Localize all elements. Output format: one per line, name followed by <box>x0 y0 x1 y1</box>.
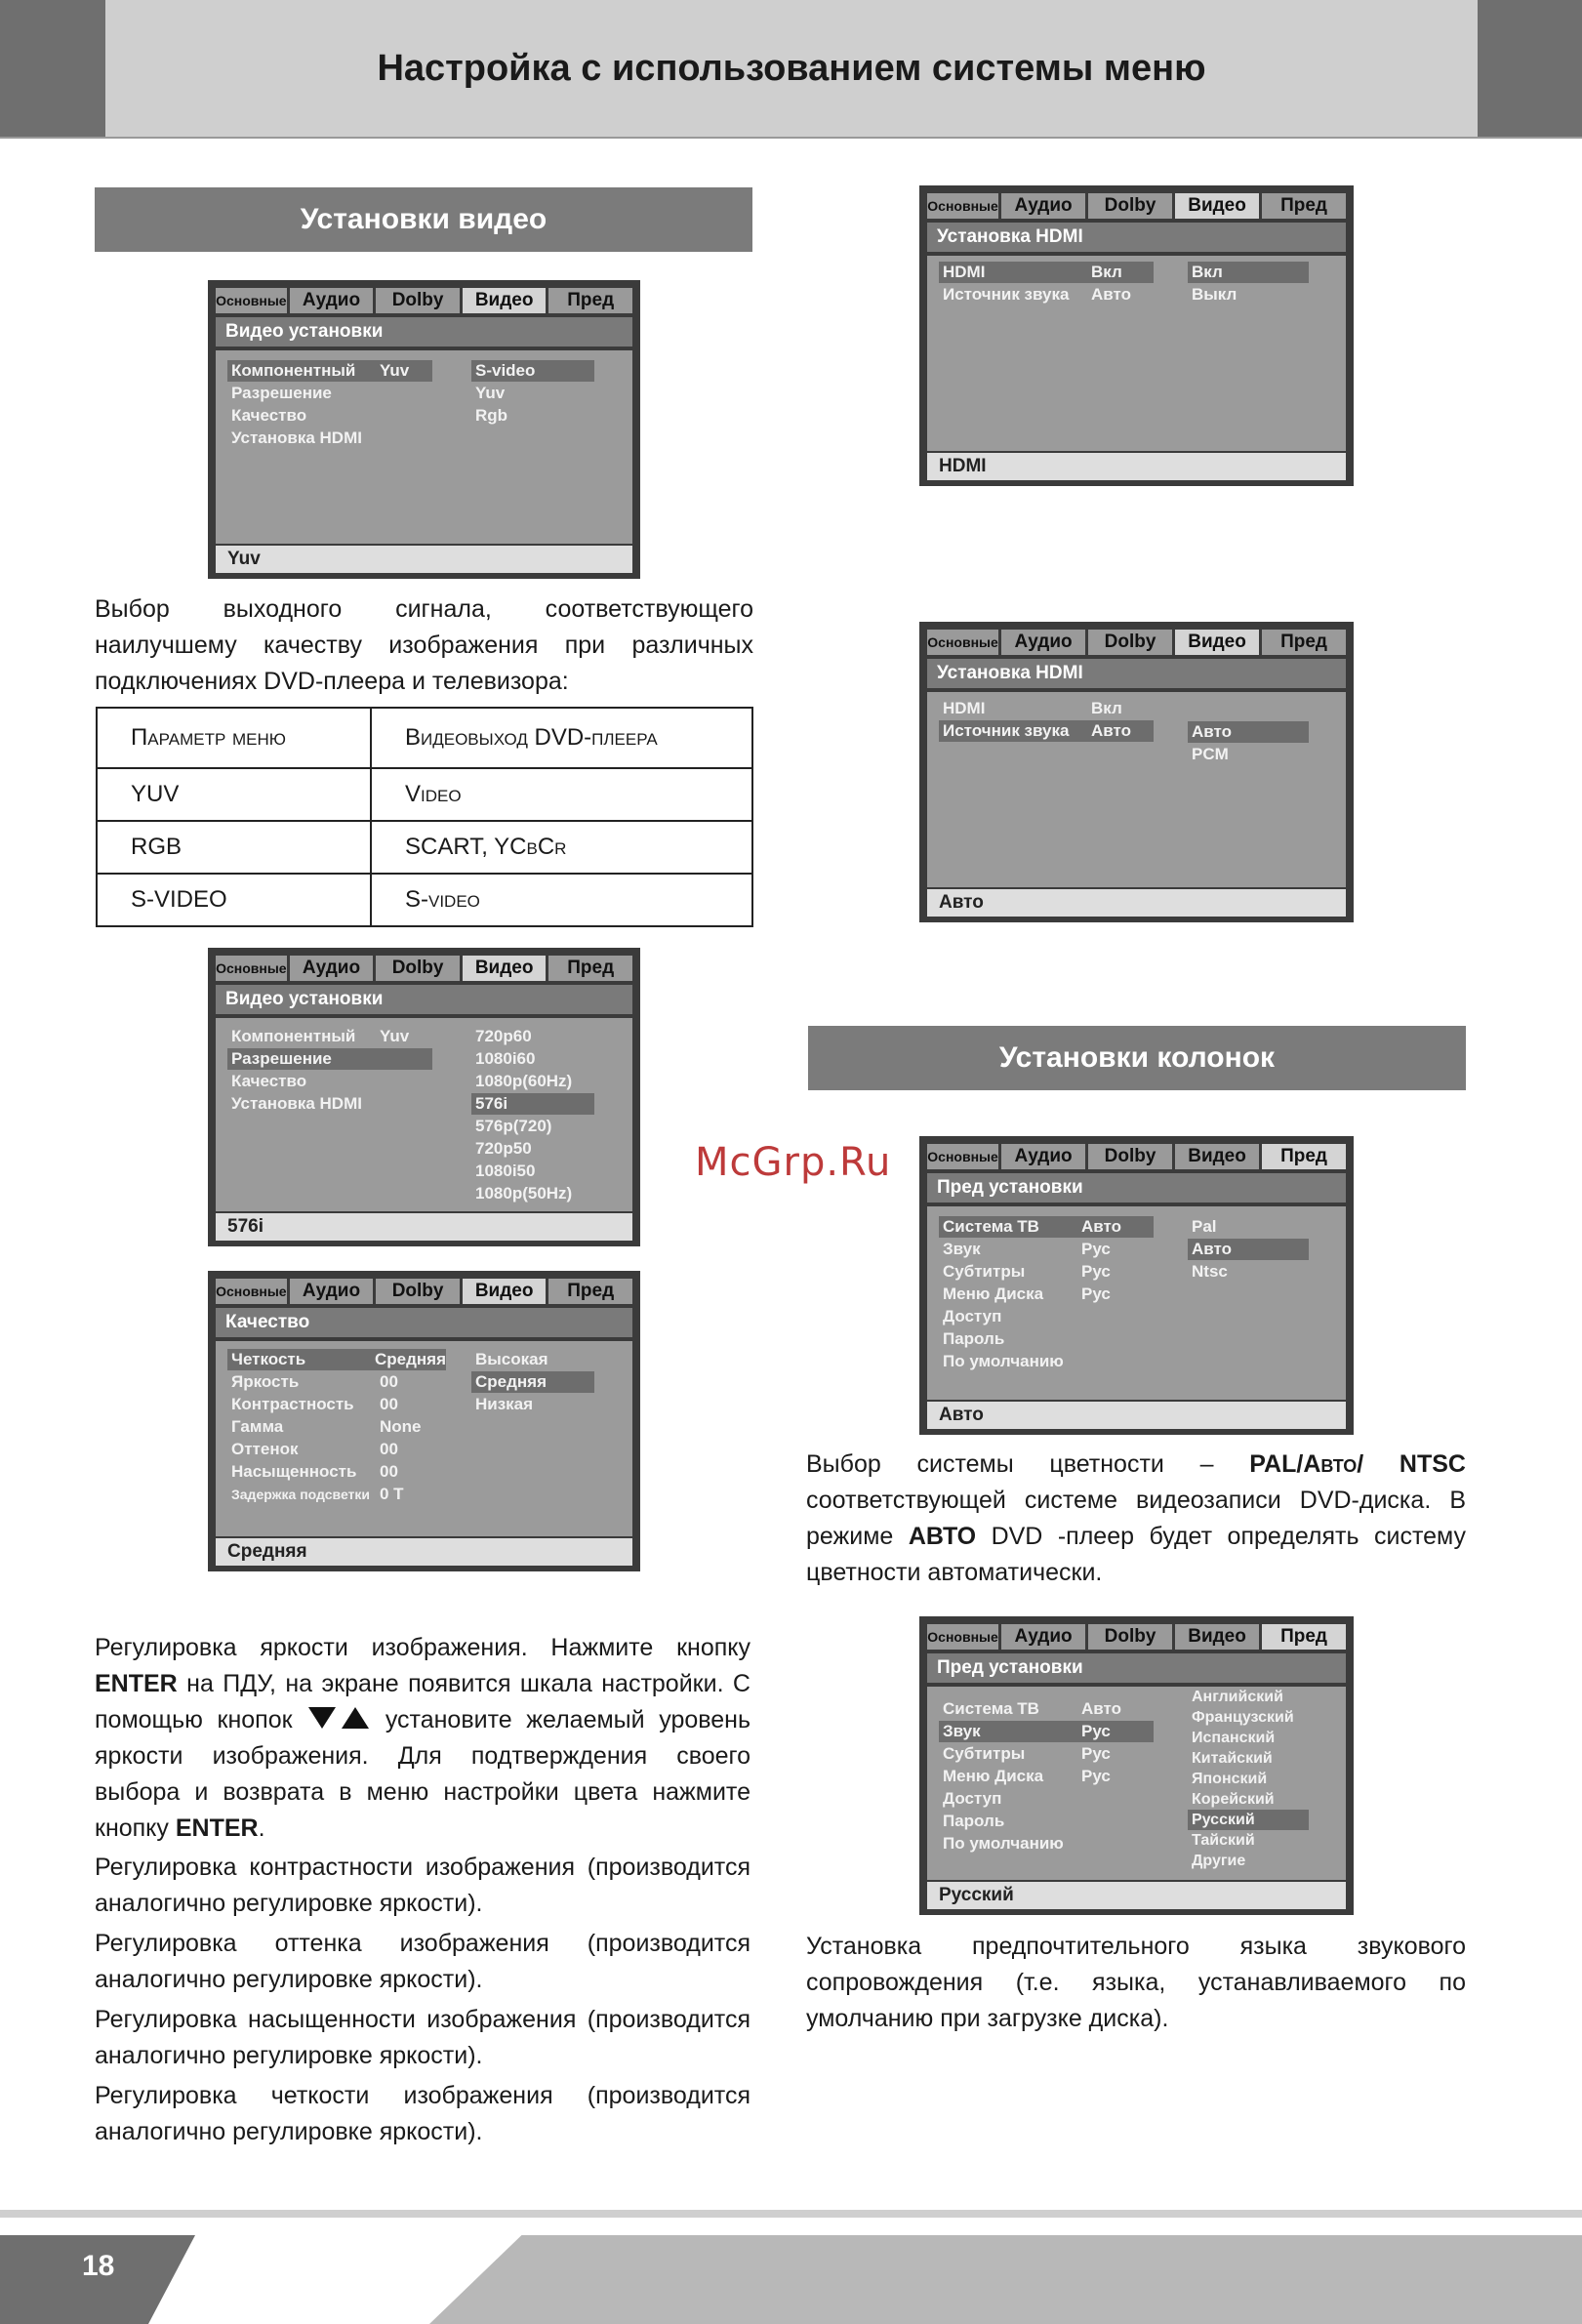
menu-item-value: Рус <box>1081 1262 1111 1281</box>
menu-item-label: Разрешение <box>231 384 332 402</box>
brightness-instructions <box>95 1630 750 1847</box>
menu-item-audio-source[interactable] <box>939 284 1154 306</box>
menu-item-label: Качество <box>231 406 307 425</box>
menu-item-subtitles[interactable] <box>939 1743 1154 1765</box>
menu-item-value: Рус <box>1081 1744 1111 1763</box>
menu-screen-quality <box>208 1271 640 1571</box>
menu-item-label: Субтитры <box>943 1262 1026 1281</box>
footer-divider <box>0 2210 1582 2218</box>
header-divider <box>0 137 1582 139</box>
menu-item-label: Оттенок <box>231 1440 299 1458</box>
screen-title: Установка HDMI <box>927 223 1346 252</box>
header-left-block <box>0 0 105 137</box>
sharpness-note: Регулировка четкости изображения (производится аналогично регулировке яркости). <box>95 2082 750 2145</box>
table-cell: S-VIDEO <box>97 874 371 926</box>
menu-item-value: Вкл <box>1091 699 1122 717</box>
tab-audio[interactable]: Аудио <box>1001 1624 1085 1650</box>
table-cell: S-video <box>371 874 752 926</box>
enter-key-label: ENTER <box>95 1670 178 1697</box>
menu-item-label: Пароль <box>943 1812 1005 1830</box>
menu-item-resolution[interactable] <box>227 383 432 404</box>
menu-item-access[interactable] <box>939 1306 1154 1327</box>
menu-item-hdmi[interactable] <box>939 262 1154 283</box>
menu-item-label: Система ТВ <box>943 1217 1039 1236</box>
menu-item-hdmi[interactable] <box>939 698 1154 719</box>
audio-language-description: Установка предпочтительного языка звукового сопровождения (т.е. языка, устанавливаемого по умолчанию при загрузке диска). <box>806 1933 1466 2032</box>
menu-item-value: Рус <box>1081 1722 1111 1740</box>
option-auto[interactable]: Авто <box>1188 721 1309 743</box>
option-language-selected[interactable]: Русский <box>1188 1810 1309 1830</box>
menu-item-label: Доступ <box>943 1307 1002 1325</box>
menu-item-tv-system[interactable] <box>939 1216 1154 1238</box>
option-resolution[interactable]: 720p50 <box>475 1139 532 1158</box>
table-cell: RGB <box>97 821 371 874</box>
tab-audio[interactable]: Аудио <box>1001 630 1085 655</box>
separator: / <box>1357 1450 1364 1478</box>
option-language[interactable]: Китайский <box>1192 1749 1273 1767</box>
option-resolution[interactable]: 1080p(50Hz) <box>475 1184 573 1203</box>
screen-status: 576i <box>216 1213 632 1241</box>
menu-item-label: По умолчанию <box>943 1352 1064 1370</box>
tab-audio[interactable]: Аудио <box>290 1279 374 1304</box>
menu-item-brightness[interactable] <box>227 1371 446 1393</box>
menu-item-password[interactable] <box>939 1328 1154 1350</box>
option-pal[interactable]: Pal <box>1192 1217 1217 1236</box>
page-header <box>105 0 1478 137</box>
menu-item-value: 0 T <box>380 1485 404 1503</box>
menu-screen-preferences-tv <box>919 1136 1354 1435</box>
option-s-video[interactable]: S-video <box>471 360 594 382</box>
menu-item-label: По умолчанию <box>943 1834 1064 1853</box>
menu-item-value: Средняя <box>374 1350 446 1368</box>
down-up-arrows-icon <box>306 1705 371 1731</box>
menu-item-disc-menu[interactable] <box>939 1284 1154 1305</box>
menu-item-label: Гамма <box>231 1417 284 1436</box>
tab-dolby[interactable]: Dolby <box>1088 1624 1172 1650</box>
option-low[interactable]: Низкая <box>475 1395 534 1413</box>
tab-general[interactable]: Основные <box>927 1144 998 1169</box>
page-number: 18 <box>82 2250 115 2282</box>
menu-item-label: Насыщенность <box>231 1462 357 1481</box>
menu-item-label: Установка HDMI <box>231 1094 362 1113</box>
brightness-text-3: установите желаемый уровень яркости изображения. Для подтверждения своего выбора и возврата в меню настройки цвета нажмите кнопку <box>95 1706 750 1842</box>
screen-status: Средняя <box>216 1538 632 1566</box>
tab-video[interactable]: Видео <box>463 288 547 313</box>
option-pcm[interactable]: PCM <box>1192 745 1229 763</box>
menu-item-subtitles[interactable] <box>939 1261 1154 1283</box>
menu-item-quality[interactable] <box>227 1071 432 1092</box>
menu-item-value: Авто <box>1081 1217 1121 1236</box>
color-text-2: соответствующей системе видеозаписи DVD-диска. В режиме <box>806 1487 1466 1550</box>
option-resolution-selected[interactable]: 576i <box>471 1093 594 1115</box>
screen-status: Авто <box>927 889 1346 917</box>
tab-audio[interactable]: Аудио <box>1001 1144 1085 1169</box>
menu-item-gamma[interactable] <box>227 1416 446 1438</box>
brightness-text-2: на ПДУ, на экране появится шкала настройки. С помощью кнопок <box>95 1670 750 1733</box>
screen-title: Установка HDMI <box>927 659 1346 688</box>
table-cell: SCART, YCbCr <box>371 821 752 874</box>
speaker-settings-section-title: Установки колонок <box>808 1026 1466 1090</box>
menu-item-label: Источник звука <box>943 285 1070 304</box>
menu-item-audio[interactable] <box>939 1721 1154 1742</box>
screen-body <box>927 1206 1346 1400</box>
color-text-3: DVD -плеер будет определять систему цветности автоматически. <box>806 1523 1467 1586</box>
option-resolution[interactable]: 720p60 <box>475 1027 532 1045</box>
option-off[interactable]: Выкл <box>1192 285 1237 304</box>
menu-item-component[interactable] <box>227 1026 432 1047</box>
tab-preferences[interactable]: Пред <box>548 288 632 313</box>
screen-title: Качество <box>216 1308 632 1337</box>
tab-audio[interactable]: Аудио <box>1001 193 1085 219</box>
menu-item-value: Вкл <box>1091 263 1122 281</box>
screen-status: HDMI <box>927 453 1346 480</box>
tab-audio[interactable]: Аудио <box>290 956 374 981</box>
menu-item-quality[interactable] <box>227 405 432 427</box>
menu-item-value: 00 <box>380 1462 398 1481</box>
menu-item-contrast[interactable] <box>227 1394 446 1415</box>
screen-body <box>927 692 1346 887</box>
page-title: Настройка с использованием системы меню <box>377 47 1206 89</box>
menu-item-value: Рус <box>1081 1767 1111 1785</box>
menu-item-backlight-delay[interactable] <box>227 1484 446 1505</box>
menu-item-label: Звук <box>943 1240 981 1258</box>
tab-general[interactable]: Основные <box>927 1624 998 1650</box>
table-cell: YUV <box>97 768 371 821</box>
tab-video[interactable]: Видео <box>463 1279 547 1304</box>
option-resolution[interactable]: 1080i60 <box>475 1049 536 1068</box>
table-row <box>97 821 752 874</box>
screen-body <box>927 256 1346 451</box>
table-header: Параметр меню <box>97 708 371 768</box>
header-right-block <box>1478 0 1582 137</box>
tab-preferences[interactable]: Пред <box>1262 630 1346 655</box>
tab-preferences[interactable]: Пред <box>1262 193 1346 219</box>
tab-audio[interactable]: Аудио <box>290 288 374 313</box>
screen-body <box>216 1341 632 1536</box>
menu-item-label: Меню Диска <box>943 1284 1044 1303</box>
menu-item-label: Четкость <box>231 1350 306 1368</box>
menu-item-tv-system[interactable] <box>939 1698 1154 1720</box>
menu-item-value: 00 <box>380 1440 398 1458</box>
menu-item-label: Меню Диска <box>943 1767 1044 1785</box>
option-on[interactable]: Вкл <box>1188 262 1309 283</box>
menu-tabs <box>216 1279 632 1304</box>
menu-item-value: Рус <box>1081 1240 1111 1258</box>
menu-item-label: Задержка подсветки <box>231 1487 371 1502</box>
tab-general[interactable]: Основные <box>216 956 287 981</box>
option-language[interactable]: Японский <box>1192 1770 1268 1787</box>
menu-item-label: Контрастность <box>231 1395 354 1413</box>
table-row <box>97 768 752 821</box>
hue-note: Регулировка оттенка изображения (производится аналогично регулировке яркости). <box>95 1930 750 1993</box>
menu-tabs <box>927 193 1346 219</box>
video-settings-section-title: Установки видео <box>95 187 752 252</box>
menu-item-label: Компонентный <box>231 1027 356 1045</box>
menu-item-label: Компонентный <box>231 361 356 380</box>
screen-title: Пред установки <box>927 1653 1346 1683</box>
menu-item-value: Рус <box>1081 1284 1111 1303</box>
menu-item-audio-source[interactable] <box>939 720 1154 742</box>
tab-general[interactable]: Основные <box>216 288 287 313</box>
menu-screen-hdmi-on <box>919 185 1354 486</box>
menu-item-label: Доступ <box>943 1789 1002 1808</box>
menu-item-hdmi-setup[interactable] <box>227 428 432 449</box>
menu-item-audio[interactable] <box>939 1239 1154 1260</box>
option-resolution[interactable]: 576p(720) <box>475 1117 552 1135</box>
option-language[interactable]: Корейский <box>1192 1790 1275 1808</box>
menu-item-value: Авто <box>1081 1699 1121 1718</box>
table-header-row <box>97 708 752 768</box>
option-yuv[interactable]: Yuv <box>475 384 506 402</box>
menu-item-value: Авто <box>1091 285 1131 304</box>
menu-item-hue[interactable] <box>227 1439 446 1460</box>
color-text-1: Выбор системы цветности – <box>806 1450 1214 1478</box>
brightness-text-end: . <box>258 1814 265 1842</box>
tab-video[interactable]: Видео <box>1175 1624 1259 1650</box>
screen-status: Русский <box>927 1882 1346 1909</box>
menu-item-value: 00 <box>380 1395 398 1413</box>
tab-dolby[interactable]: Dolby <box>376 1279 460 1304</box>
auto-label: Авто <box>1303 1450 1358 1478</box>
tab-general[interactable]: Основные <box>216 1279 287 1304</box>
option-language[interactable]: Французский <box>1192 1708 1294 1726</box>
tab-dolby[interactable]: Dolby <box>1088 1144 1172 1169</box>
table-header: Видеовыход DVD-плеера <box>371 708 752 768</box>
tab-preferences[interactable]: Пред <box>548 956 632 981</box>
menu-item-label: Качество <box>231 1072 307 1090</box>
option-language[interactable]: Английский <box>1192 1688 1283 1705</box>
screen-body <box>216 1018 632 1211</box>
menu-item-label: Установка HDMI <box>231 428 362 447</box>
menu-item-value: Авто <box>1091 721 1131 740</box>
menu-item-label: Звук <box>943 1722 981 1740</box>
screen-title: Пред установки <box>927 1173 1346 1203</box>
ntsc-label: NTSC <box>1399 1450 1466 1478</box>
tab-video[interactable]: Видео <box>1175 1144 1259 1169</box>
color-system-description <box>806 1447 1466 1591</box>
tab-dolby[interactable]: Dolby <box>1088 630 1172 655</box>
menu-item-value: Yuv <box>380 1027 410 1045</box>
menu-item-access[interactable] <box>939 1788 1154 1810</box>
tab-dolby[interactable]: Dolby <box>376 956 460 981</box>
saturation-note: Регулировка насыщенности изображения (производится аналогично регулировке яркости). <box>95 2006 750 2069</box>
option-language[interactable]: Испанский <box>1192 1729 1276 1746</box>
watermark: McGrp.Ru <box>695 1140 892 1185</box>
tab-preferences[interactable]: Пред <box>1262 1144 1346 1169</box>
option-resolution[interactable]: 1080i50 <box>475 1162 536 1180</box>
video-output-intro: Выбор выходного сигнала, соответствующего наилучшему качеству изображения при различных подключениях DVD-плеера и телевизора: <box>95 595 753 695</box>
brightness-text-1: Регулировка яркости изображения. Нажмите кнопку <box>95 1634 750 1661</box>
menu-item-component[interactable] <box>227 360 432 382</box>
video-output-table <box>96 707 753 927</box>
menu-tabs <box>927 630 1346 655</box>
menu-screen-video-component <box>208 280 640 579</box>
menu-item-label: Система ТВ <box>943 1699 1039 1718</box>
option-high[interactable]: Высокая <box>475 1350 548 1368</box>
menu-item-label: Пароль <box>943 1329 1005 1348</box>
option-rgb[interactable]: Rgb <box>475 406 508 425</box>
tab-video[interactable]: Видео <box>463 956 547 981</box>
option-language[interactable]: Другие <box>1192 1852 1246 1869</box>
menu-item-value: Yuv <box>380 361 410 380</box>
tab-dolby[interactable]: Dolby <box>1088 193 1172 219</box>
tab-video[interactable]: Видео <box>1175 630 1259 655</box>
tab-general[interactable]: Основные <box>927 630 998 655</box>
tab-preferences[interactable]: Пред <box>1262 1624 1346 1650</box>
menu-item-sharpness[interactable] <box>227 1349 446 1370</box>
menu-item-label: Яркость <box>231 1372 300 1391</box>
table-cell: Video <box>371 768 752 821</box>
contrast-note: Регулировка контрастности изображения (производится аналогично регулировке яркости). <box>95 1854 750 1917</box>
menu-item-disc-menu[interactable] <box>939 1766 1154 1787</box>
table-row <box>97 874 752 926</box>
menu-item-resolution[interactable] <box>227 1048 432 1070</box>
menu-item-label: HDMI <box>943 699 986 717</box>
menu-item-value: 00 <box>380 1372 398 1391</box>
menu-item-saturation[interactable] <box>227 1461 446 1483</box>
menu-item-label: HDMI <box>943 263 986 281</box>
menu-screen-video-resolution <box>208 948 640 1246</box>
screen-body <box>216 350 632 544</box>
menu-item-label: Разрешение <box>231 1049 332 1068</box>
option-resolution[interactable]: 1080p(60Hz) <box>475 1072 573 1090</box>
menu-item-defaults[interactable] <box>939 1351 1154 1372</box>
tab-video[interactable]: Видео <box>1175 193 1259 219</box>
menu-screen-preferences-audio-language <box>919 1616 1354 1915</box>
enter-key-label: ENTER <box>175 1814 259 1842</box>
menu-item-label: Источник звука <box>943 721 1070 740</box>
pal-label: PAL <box>1249 1450 1297 1478</box>
option-ntsc[interactable]: Ntsc <box>1192 1262 1228 1281</box>
menu-tabs <box>927 1624 1346 1650</box>
screen-title: Видео установки <box>216 317 632 347</box>
screen-status: Yuv <box>216 546 632 573</box>
menu-item-label: Субтитры <box>943 1744 1026 1763</box>
menu-item-password[interactable] <box>939 1811 1154 1832</box>
separator: / <box>1296 1450 1304 1478</box>
menu-item-hdmi-setup[interactable] <box>227 1093 432 1115</box>
screen-title: Видео установки <box>216 985 632 1014</box>
option-auto[interactable]: Авто <box>1188 1239 1309 1260</box>
menu-item-defaults[interactable] <box>939 1833 1154 1855</box>
menu-tabs <box>927 1144 1346 1169</box>
menu-item-value: None <box>380 1417 422 1436</box>
tab-dolby[interactable]: Dolby <box>376 288 460 313</box>
option-medium[interactable]: Средняя <box>471 1371 594 1393</box>
screen-status: Авто <box>927 1402 1346 1429</box>
auto-mode-label: АВТО <box>908 1523 977 1550</box>
option-language[interactable]: Тайский <box>1192 1831 1255 1849</box>
tab-preferences[interactable]: Пред <box>548 1279 632 1304</box>
tab-general[interactable]: Основные <box>927 193 998 219</box>
menu-screen-hdmi-audio-source <box>919 622 1354 922</box>
menu-tabs <box>216 288 632 313</box>
screen-body <box>927 1687 1346 1880</box>
footer-band <box>429 2235 1582 2324</box>
menu-tabs <box>216 956 632 981</box>
